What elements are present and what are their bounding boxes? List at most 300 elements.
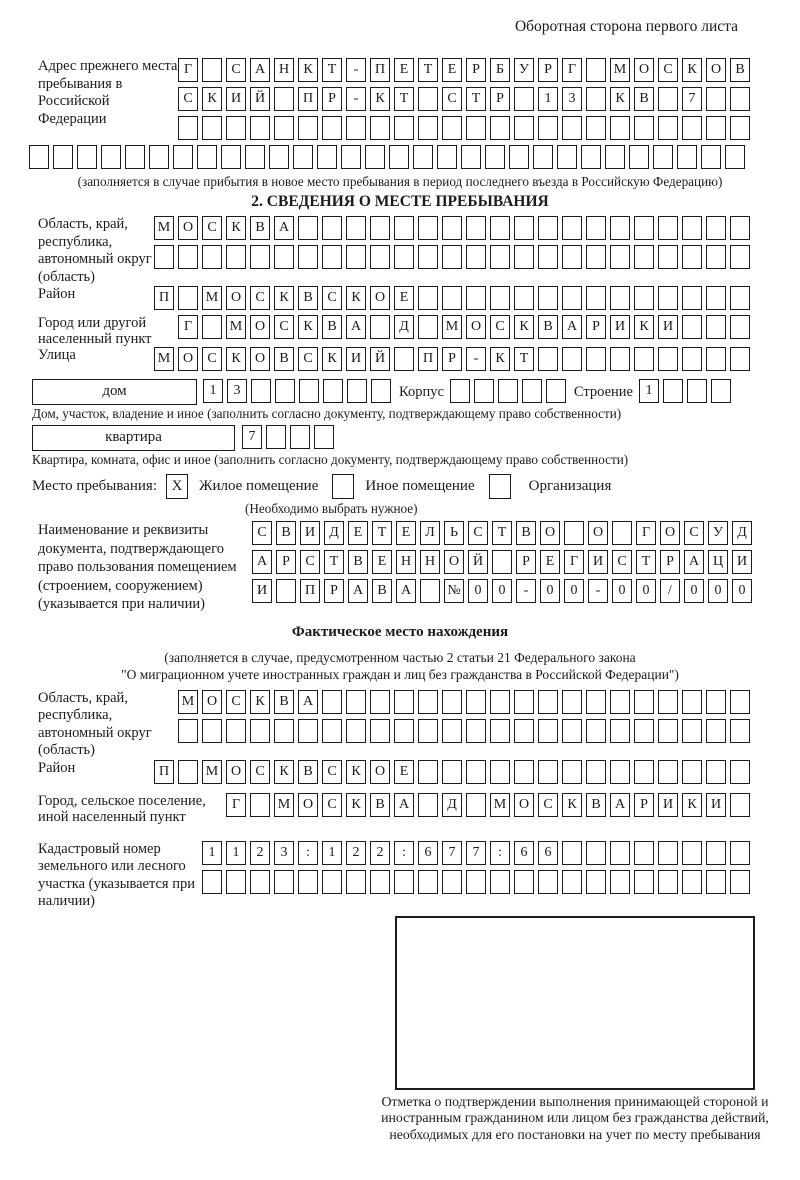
char-cell[interactable]	[586, 760, 606, 784]
char-cell[interactable]: М	[202, 286, 222, 310]
char-cell[interactable]	[370, 116, 390, 140]
char-cell[interactable]: Н	[396, 550, 416, 574]
char-cell[interactable]	[466, 286, 486, 310]
char-cell[interactable]: Г	[226, 793, 246, 817]
char-cell[interactable]	[610, 116, 630, 140]
char-cell[interactable]	[586, 719, 606, 743]
char-cell[interactable]	[322, 116, 342, 140]
char-cell[interactable]: И	[732, 550, 752, 574]
char-cell[interactable]	[490, 286, 510, 310]
char-cell[interactable]	[706, 116, 726, 140]
char-cell[interactable]: И	[300, 521, 320, 545]
char-cell[interactable]	[389, 145, 409, 169]
char-cell[interactable]	[371, 379, 391, 403]
char-cell[interactable]: №	[444, 579, 464, 603]
char-cell[interactable]: В	[370, 793, 390, 817]
char-cell[interactable]: Т	[514, 347, 534, 371]
char-cell[interactable]: Т	[394, 87, 414, 111]
char-cell[interactable]	[466, 760, 486, 784]
char-cell[interactable]	[706, 719, 726, 743]
char-cell[interactable]	[442, 690, 462, 714]
char-cell[interactable]	[730, 216, 750, 240]
char-cell[interactable]: 1	[203, 379, 223, 403]
char-cell[interactable]	[346, 216, 366, 240]
char-cell[interactable]	[394, 216, 414, 240]
char-cell[interactable]	[634, 216, 654, 240]
char-cell[interactable]: С	[202, 347, 222, 371]
char-cell[interactable]: П	[418, 347, 438, 371]
checkbox-organizatsiya[interactable]	[489, 474, 511, 499]
char-cell[interactable]: О	[540, 521, 560, 545]
char-cell[interactable]	[562, 719, 582, 743]
char-cell[interactable]: В	[298, 286, 318, 310]
char-cell[interactable]: М	[154, 216, 174, 240]
char-cell[interactable]	[514, 216, 534, 240]
char-cell[interactable]: А	[346, 315, 366, 339]
char-cell[interactable]	[658, 719, 678, 743]
char-cell[interactable]	[586, 216, 606, 240]
char-cell[interactable]: -	[466, 347, 486, 371]
char-cell[interactable]: О	[370, 286, 390, 310]
char-cell[interactable]	[610, 719, 630, 743]
char-cell[interactable]: 3	[562, 87, 582, 111]
char-cell[interactable]: Е	[442, 58, 462, 82]
char-cell[interactable]: Р	[660, 550, 680, 574]
char-cell[interactable]	[546, 379, 566, 403]
char-cell[interactable]	[394, 347, 414, 371]
char-cell[interactable]	[658, 286, 678, 310]
char-cell[interactable]	[466, 216, 486, 240]
char-cell[interactable]	[276, 579, 296, 603]
char-cell[interactable]: :	[298, 841, 318, 865]
char-cell[interactable]	[466, 870, 486, 894]
char-cell[interactable]	[251, 379, 271, 403]
char-cell[interactable]	[418, 87, 438, 111]
char-cell[interactable]: Е	[394, 286, 414, 310]
char-cell[interactable]	[322, 245, 342, 269]
char-cell[interactable]	[317, 145, 337, 169]
char-cell[interactable]: К	[346, 793, 366, 817]
char-cell[interactable]	[682, 870, 702, 894]
char-cell[interactable]	[394, 245, 414, 269]
char-cell[interactable]: 1	[639, 379, 659, 403]
char-cell[interactable]	[634, 719, 654, 743]
char-cell[interactable]: 6	[418, 841, 438, 865]
char-cell[interactable]	[298, 216, 318, 240]
char-cell[interactable]	[658, 87, 678, 111]
char-cell[interactable]: О	[634, 58, 654, 82]
char-cell[interactable]: 7	[242, 425, 262, 449]
char-cell[interactable]: М	[202, 760, 222, 784]
char-cell[interactable]	[725, 145, 745, 169]
char-cell[interactable]	[197, 145, 217, 169]
char-cell[interactable]	[418, 315, 438, 339]
char-cell[interactable]	[245, 145, 265, 169]
char-cell[interactable]	[706, 216, 726, 240]
char-cell[interactable]	[442, 870, 462, 894]
dom-box[interactable]: дом	[32, 379, 197, 405]
char-cell[interactable]	[226, 719, 246, 743]
char-cell[interactable]	[269, 145, 289, 169]
char-cell[interactable]	[490, 116, 510, 140]
char-cell[interactable]	[706, 347, 726, 371]
char-cell[interactable]	[490, 245, 510, 269]
char-cell[interactable]: Т	[636, 550, 656, 574]
char-cell[interactable]: Г	[178, 315, 198, 339]
char-cell[interactable]: В	[372, 579, 392, 603]
char-cell[interactable]	[250, 245, 270, 269]
char-cell[interactable]	[562, 841, 582, 865]
char-cell[interactable]: Д	[442, 793, 462, 817]
char-cell[interactable]: Р	[538, 58, 558, 82]
char-cell[interactable]: У	[514, 58, 534, 82]
char-cell[interactable]	[178, 245, 198, 269]
char-cell[interactable]	[706, 245, 726, 269]
char-cell[interactable]	[274, 116, 294, 140]
char-cell[interactable]: /	[660, 579, 680, 603]
char-cell[interactable]	[514, 116, 534, 140]
char-cell[interactable]	[442, 760, 462, 784]
char-cell[interactable]	[538, 286, 558, 310]
char-cell[interactable]	[466, 690, 486, 714]
char-cell[interactable]	[173, 145, 193, 169]
char-cell[interactable]	[53, 145, 73, 169]
char-cell[interactable]: Т	[466, 87, 486, 111]
char-cell[interactable]: Р	[466, 58, 486, 82]
char-cell[interactable]	[266, 425, 286, 449]
char-cell[interactable]: А	[252, 550, 272, 574]
char-cell[interactable]	[322, 216, 342, 240]
char-cell[interactable]: Т	[492, 521, 512, 545]
char-cell[interactable]	[562, 870, 582, 894]
char-cell[interactable]: С	[178, 87, 198, 111]
char-cell[interactable]	[418, 719, 438, 743]
char-cell[interactable]	[492, 550, 512, 574]
char-cell[interactable]: 0	[732, 579, 752, 603]
char-cell[interactable]: Р	[490, 87, 510, 111]
char-cell[interactable]	[610, 347, 630, 371]
char-cell[interactable]	[485, 145, 505, 169]
char-cell[interactable]	[682, 347, 702, 371]
char-cell[interactable]: С	[658, 58, 678, 82]
char-cell[interactable]: О	[660, 521, 680, 545]
char-cell[interactable]: 7	[682, 87, 702, 111]
char-cell[interactable]	[461, 145, 481, 169]
checkbox-inoe-pomeshchenie[interactable]	[332, 474, 354, 499]
char-cell[interactable]: А	[394, 793, 414, 817]
char-cell[interactable]: К	[682, 58, 702, 82]
char-cell[interactable]	[322, 690, 342, 714]
char-cell[interactable]	[658, 245, 678, 269]
char-cell[interactable]: О	[226, 286, 246, 310]
char-cell[interactable]	[514, 286, 534, 310]
char-cell[interactable]	[250, 793, 270, 817]
char-cell[interactable]	[490, 719, 510, 743]
char-cell[interactable]	[125, 145, 145, 169]
char-cell[interactable]	[586, 286, 606, 310]
char-cell[interactable]: 2	[370, 841, 390, 865]
char-cell[interactable]	[250, 870, 270, 894]
char-cell[interactable]: И	[658, 315, 678, 339]
char-cell[interactable]	[274, 719, 294, 743]
char-cell[interactable]: О	[706, 58, 726, 82]
char-cell[interactable]: О	[466, 315, 486, 339]
char-cell[interactable]: И	[346, 347, 366, 371]
char-cell[interactable]: К	[634, 315, 654, 339]
char-cell[interactable]	[610, 870, 630, 894]
char-cell[interactable]: И	[252, 579, 272, 603]
char-cell[interactable]: Т	[418, 58, 438, 82]
char-cell[interactable]: 1	[202, 841, 222, 865]
char-cell[interactable]	[274, 245, 294, 269]
char-cell[interactable]	[418, 760, 438, 784]
char-cell[interactable]: В	[298, 760, 318, 784]
char-cell[interactable]	[538, 719, 558, 743]
char-cell[interactable]: Д	[732, 521, 752, 545]
char-cell[interactable]	[682, 116, 702, 140]
char-cell[interactable]: Р	[442, 347, 462, 371]
char-cell[interactable]: И	[588, 550, 608, 574]
char-cell[interactable]: К	[250, 690, 270, 714]
char-cell[interactable]	[730, 760, 750, 784]
char-cell[interactable]	[610, 286, 630, 310]
char-cell[interactable]: О	[588, 521, 608, 545]
char-cell[interactable]	[586, 347, 606, 371]
char-cell[interactable]: Е	[396, 521, 416, 545]
char-cell[interactable]	[706, 315, 726, 339]
char-cell[interactable]: К	[202, 87, 222, 111]
char-cell[interactable]	[298, 116, 318, 140]
char-cell[interactable]: Д	[394, 315, 414, 339]
char-cell[interactable]: У	[708, 521, 728, 545]
char-cell[interactable]: С	[274, 315, 294, 339]
char-cell[interactable]	[564, 521, 584, 545]
char-cell[interactable]	[538, 870, 558, 894]
char-cell[interactable]	[730, 841, 750, 865]
char-cell[interactable]: А	[562, 315, 582, 339]
char-cell[interactable]	[442, 116, 462, 140]
char-cell[interactable]: М	[274, 793, 294, 817]
char-cell[interactable]	[322, 719, 342, 743]
char-cell[interactable]	[562, 216, 582, 240]
char-cell[interactable]	[314, 425, 334, 449]
char-cell[interactable]	[466, 719, 486, 743]
char-cell[interactable]	[341, 145, 361, 169]
char-cell[interactable]: 0	[564, 579, 584, 603]
char-cell[interactable]: О	[178, 347, 198, 371]
char-cell[interactable]	[466, 793, 486, 817]
char-cell[interactable]	[682, 690, 702, 714]
char-cell[interactable]: С	[612, 550, 632, 574]
char-cell[interactable]: А	[348, 579, 368, 603]
char-cell[interactable]: Ц	[708, 550, 728, 574]
char-cell[interactable]	[394, 719, 414, 743]
char-cell[interactable]	[290, 425, 310, 449]
char-cell[interactable]	[347, 379, 367, 403]
char-cell[interactable]	[612, 521, 632, 545]
char-cell[interactable]	[226, 870, 246, 894]
char-cell[interactable]	[634, 245, 654, 269]
char-cell[interactable]: 6	[538, 841, 558, 865]
char-cell[interactable]	[586, 841, 606, 865]
char-cell[interactable]: Г	[636, 521, 656, 545]
char-cell[interactable]	[178, 116, 198, 140]
char-cell[interactable]	[346, 870, 366, 894]
char-cell[interactable]	[346, 116, 366, 140]
char-cell[interactable]	[178, 760, 198, 784]
char-cell[interactable]: Н	[420, 550, 440, 574]
char-cell[interactable]	[538, 760, 558, 784]
char-cell[interactable]: Г	[178, 58, 198, 82]
char-cell[interactable]: 0	[468, 579, 488, 603]
char-cell[interactable]: В	[348, 550, 368, 574]
char-cell[interactable]	[514, 719, 534, 743]
char-cell[interactable]	[178, 719, 198, 743]
char-cell[interactable]	[250, 116, 270, 140]
char-cell[interactable]: С	[250, 760, 270, 784]
char-cell[interactable]	[346, 690, 366, 714]
char-cell[interactable]	[275, 379, 295, 403]
char-cell[interactable]	[298, 245, 318, 269]
char-cell[interactable]: О	[298, 793, 318, 817]
char-cell[interactable]: Р	[276, 550, 296, 574]
char-cell[interactable]: С	[298, 347, 318, 371]
char-cell[interactable]	[490, 870, 510, 894]
char-cell[interactable]	[658, 870, 678, 894]
char-cell[interactable]	[514, 690, 534, 714]
char-cell[interactable]	[634, 690, 654, 714]
char-cell[interactable]: :	[394, 841, 414, 865]
char-cell[interactable]	[346, 245, 366, 269]
char-cell[interactable]: М	[178, 690, 198, 714]
char-cell[interactable]: М	[154, 347, 174, 371]
char-cell[interactable]: С	[226, 690, 246, 714]
char-cell[interactable]: С	[300, 550, 320, 574]
char-cell[interactable]: Т	[324, 550, 344, 574]
char-cell[interactable]	[730, 870, 750, 894]
char-cell[interactable]	[274, 870, 294, 894]
char-cell[interactable]: Р	[516, 550, 536, 574]
char-cell[interactable]	[442, 719, 462, 743]
char-cell[interactable]: П	[154, 286, 174, 310]
char-cell[interactable]: К	[562, 793, 582, 817]
char-cell[interactable]	[365, 145, 385, 169]
char-cell[interactable]: 0	[492, 579, 512, 603]
char-cell[interactable]	[730, 690, 750, 714]
char-cell[interactable]	[711, 379, 731, 403]
char-cell[interactable]: К	[370, 87, 390, 111]
char-cell[interactable]: 0	[684, 579, 704, 603]
char-cell[interactable]	[418, 690, 438, 714]
char-cell[interactable]	[658, 760, 678, 784]
char-cell[interactable]: Й	[468, 550, 488, 574]
char-cell[interactable]	[562, 116, 582, 140]
char-cell[interactable]	[634, 870, 654, 894]
char-cell[interactable]: Ь	[444, 521, 464, 545]
char-cell[interactable]: Р	[634, 793, 654, 817]
char-cell[interactable]	[490, 216, 510, 240]
char-cell[interactable]: :	[490, 841, 510, 865]
char-cell[interactable]: П	[298, 87, 318, 111]
char-cell[interactable]: О	[250, 347, 270, 371]
char-cell[interactable]: В	[634, 87, 654, 111]
char-cell[interactable]	[474, 379, 494, 403]
char-cell[interactable]	[682, 841, 702, 865]
char-cell[interactable]: О	[202, 690, 222, 714]
char-cell[interactable]	[663, 379, 683, 403]
char-cell[interactable]	[490, 760, 510, 784]
char-cell[interactable]: В	[516, 521, 536, 545]
char-cell[interactable]: Р	[322, 87, 342, 111]
char-cell[interactable]	[202, 719, 222, 743]
char-cell[interactable]	[346, 719, 366, 743]
char-cell[interactable]	[730, 347, 750, 371]
char-cell[interactable]	[653, 145, 673, 169]
char-cell[interactable]	[293, 145, 313, 169]
char-cell[interactable]: А	[396, 579, 416, 603]
char-cell[interactable]: И	[610, 315, 630, 339]
char-cell[interactable]: Р	[586, 315, 606, 339]
char-cell[interactable]: Н	[274, 58, 294, 82]
char-cell[interactable]: Б	[490, 58, 510, 82]
char-cell[interactable]	[77, 145, 97, 169]
char-cell[interactable]: М	[610, 58, 630, 82]
char-cell[interactable]	[538, 245, 558, 269]
kvartira-box[interactable]: квартира	[32, 425, 235, 451]
char-cell[interactable]	[538, 690, 558, 714]
char-cell[interactable]	[323, 379, 343, 403]
char-cell[interactable]: -	[346, 87, 366, 111]
char-cell[interactable]	[202, 870, 222, 894]
char-cell[interactable]	[682, 216, 702, 240]
char-cell[interactable]: 3	[274, 841, 294, 865]
char-cell[interactable]	[394, 870, 414, 894]
char-cell[interactable]	[538, 216, 558, 240]
char-cell[interactable]: 2	[250, 841, 270, 865]
char-cell[interactable]	[522, 379, 542, 403]
char-cell[interactable]: Г	[564, 550, 584, 574]
char-cell[interactable]: К	[346, 760, 366, 784]
char-cell[interactable]	[610, 216, 630, 240]
char-cell[interactable]	[562, 245, 582, 269]
char-cell[interactable]: Й	[370, 347, 390, 371]
char-cell[interactable]: К	[274, 286, 294, 310]
char-cell[interactable]	[658, 347, 678, 371]
char-cell[interactable]: 1	[538, 87, 558, 111]
char-cell[interactable]	[418, 216, 438, 240]
char-cell[interactable]	[154, 245, 174, 269]
char-cell[interactable]: А	[298, 690, 318, 714]
char-cell[interactable]	[682, 245, 702, 269]
char-cell[interactable]	[706, 690, 726, 714]
char-cell[interactable]	[730, 245, 750, 269]
char-cell[interactable]	[682, 286, 702, 310]
char-cell[interactable]: К	[346, 286, 366, 310]
char-cell[interactable]: И	[226, 87, 246, 111]
char-cell[interactable]	[562, 347, 582, 371]
char-cell[interactable]	[370, 719, 390, 743]
char-cell[interactable]: П	[370, 58, 390, 82]
char-cell[interactable]	[634, 841, 654, 865]
char-cell[interactable]	[418, 245, 438, 269]
char-cell[interactable]: О	[444, 550, 464, 574]
char-cell[interactable]: С	[202, 216, 222, 240]
char-cell[interactable]	[730, 116, 750, 140]
char-cell[interactable]: М	[442, 315, 462, 339]
char-cell[interactable]	[370, 216, 390, 240]
char-cell[interactable]	[101, 145, 121, 169]
char-cell[interactable]: Г	[562, 58, 582, 82]
